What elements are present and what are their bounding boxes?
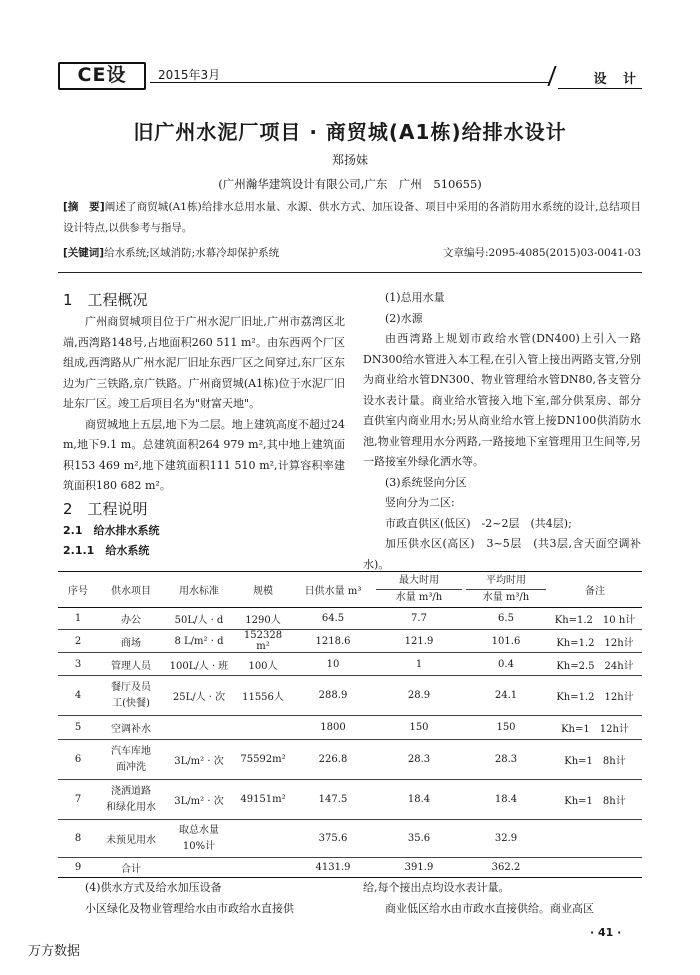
header-cell: 序号 <box>68 586 88 597</box>
cell: 101.6 <box>464 630 548 653</box>
cell: 18.4 <box>374 780 464 820</box>
cell: 6.5 <box>464 608 548 630</box>
cell: 150 <box>374 716 464 740</box>
cell <box>98 740 164 780</box>
right-column <box>363 288 641 575</box>
cell: 391.9 <box>374 858 464 878</box>
cell: 0.4 <box>464 653 548 676</box>
cell: 1 <box>374 653 464 676</box>
section-underline <box>558 88 642 89</box>
cell: 3L/m² · 次 <box>164 780 234 820</box>
cell: 375.6 <box>292 820 374 858</box>
table-header-row <box>58 572 642 608</box>
cell <box>548 858 642 878</box>
source-watermark: 万方数据 <box>28 944 81 959</box>
keywords-label: [关键词] <box>63 247 105 259</box>
cell: 7.7 <box>374 608 464 630</box>
cell-text: 面冲洗 <box>116 761 146 773</box>
list-line: (4)供水方式及给水加压设备 <box>85 881 222 894</box>
cell: 办公 <box>98 608 164 630</box>
author-affiliation: (广州瀚华建筑设计有限公司,广东 广州 510655) <box>218 177 482 191</box>
subsubsection-heading: 2.1.1 给水系统 <box>63 543 150 557</box>
table-row <box>58 820 642 858</box>
page-number: · 41 · <box>590 926 622 939</box>
paragraph: 商业低区给水由市政水直接供给。商业高区 <box>385 901 594 915</box>
article-title: 旧广州水泥厂项目 · 商贸城(A1栋)给排水设计 <box>133 120 567 144</box>
paragraph: 商贸城地上五层,地下为二层。地上建筑高度不超过24 m,地下9.1 m。总建筑面积264 979 m²,其中地上建筑面积153 469 m²,地下建筑面积111 510 m²,计算容积率建筑面积180 682 m²。 <box>63 417 345 492</box>
cell: Kh=1 8h计 <box>548 740 642 780</box>
cell: Kh=1.2 12h计 <box>548 676 642 716</box>
cell: 24.1 <box>464 676 548 716</box>
table-row <box>58 630 642 653</box>
header-cell <box>464 572 548 608</box>
cell: 商场 <box>98 630 164 653</box>
cell: 226.8 <box>292 740 374 780</box>
cell: 11556人 <box>234 676 292 716</box>
paragraph: 广州商贸城项目位于广州水泥厂旧址,广州市荔湾区北端,西湾路148号,占地面积260 511 m²。由东西两个厂区组成,西湾路从广州水泥厂旧址东西厂区之间穿过,东厂区东边为广三铁路,京广铁路。广州商贸城(A1栋)位于水泥厂旧址东厂区。竣工后项目名为"财富天地"。 <box>63 315 345 410</box>
table-row <box>58 653 642 676</box>
cell-text: 10%计 <box>182 840 216 852</box>
paragraph: 由西湾路上规划市政给水管(DN400)上引入一路DN300给水管进入本工程,在引入管上接出两路支管,分别为商业给水管DN300、物业管理给水管DN80,各支管分设水表计量。商业给水管接入地下室,部分供泵房、部分直供室内商业用水;另从商业给水管上接DN100供消防水池,物业管理用水分两路,一路接地下室管理用卫生间等,另一路接室外绿化洒水等。 <box>363 332 641 468</box>
cell-text: 取总水量 <box>179 824 219 836</box>
cell: 64.5 <box>292 608 374 630</box>
cell <box>548 820 642 858</box>
cell: 362.2 <box>464 858 548 878</box>
cell: 9 <box>58 858 98 878</box>
header-text: 水量 m³/h <box>376 589 462 606</box>
cell: Kh=2.5 24h计 <box>548 653 642 676</box>
water-demand-table <box>58 571 642 878</box>
table-row <box>58 780 642 820</box>
article-number: 文章编号:2095-4085(2015)03-0041-03 <box>443 247 641 259</box>
cell-text: 餐厅及员 <box>111 681 151 693</box>
cell: 空调补水 <box>98 716 164 740</box>
cell: 25L/人 · 次 <box>164 676 234 716</box>
cell-text: 和绿化用水 <box>106 801 156 813</box>
header-text: 平均时用 <box>486 575 526 586</box>
abstract-text: 阐述了商贸城(A1栋)给排水总用水量、水源、供水方式、加压设备、项目中采用的各消防用水系统的设计,总结项目设计特点,以供参考与指导。 <box>63 201 641 234</box>
cell: 8 <box>58 820 98 858</box>
cell: 1218.6 <box>292 630 374 653</box>
cell: 150 <box>464 716 548 740</box>
cell: Kh=1 12h计 <box>548 716 642 740</box>
cell: 32.9 <box>464 820 548 858</box>
cell: 5 <box>58 716 98 740</box>
section-heading-1: 1 工程概况 <box>63 291 148 309</box>
cell <box>234 820 292 858</box>
cell: 152328 m² <box>234 630 292 653</box>
abstract <box>63 197 641 239</box>
cell: Kh=1 8h计 <box>548 780 642 820</box>
abstract-label: [摘 要] <box>63 201 105 213</box>
cell: 2 <box>58 630 98 653</box>
keywords-row <box>63 245 641 263</box>
subsection-heading: 2.1 给水排水系统 <box>63 523 160 537</box>
cell: 35.6 <box>374 820 464 858</box>
header-slash <box>547 66 558 86</box>
cell <box>164 820 234 858</box>
cell <box>98 780 164 820</box>
list-line: 给,每个接出点均设水表计量。 <box>363 881 510 894</box>
abstract-rule <box>58 272 642 273</box>
header-cell: 用水标准 <box>179 586 219 597</box>
cell-text: 汽车库地 <box>111 745 151 757</box>
cell: 4131.9 <box>292 858 374 878</box>
cell: 288.9 <box>292 676 374 716</box>
list-line: 市政直供区(低区) -2~2层 (共4层); <box>385 516 572 530</box>
keywords-text: 给水系统;区域消防;水幕冷却保护系统 <box>104 247 280 259</box>
cell: 50L/人 · d <box>164 608 234 630</box>
header-rule <box>150 82 550 83</box>
header-cell: 规模 <box>253 586 273 597</box>
cell: 75592m² <box>234 740 292 780</box>
cell: 28.3 <box>374 740 464 780</box>
cell: 4 <box>58 676 98 716</box>
bottom-right-text <box>363 878 641 919</box>
left-column <box>63 288 345 561</box>
cell: 1290人 <box>234 608 292 630</box>
table-row <box>58 858 642 878</box>
cell: 未预见用水 <box>98 820 164 858</box>
journal-logo: CE设 <box>58 62 146 90</box>
cell: 18.4 <box>464 780 548 820</box>
cell: 6 <box>58 740 98 780</box>
header-cell: 日供水量 m³ <box>304 586 362 597</box>
cell: 121.9 <box>374 630 464 653</box>
cell: Kh=1.2 10 h计 <box>548 608 642 630</box>
cell-text: 浇洒道路 <box>111 785 151 797</box>
cell: 合计 <box>98 858 164 878</box>
cell: 28.9 <box>374 676 464 716</box>
cell <box>98 676 164 716</box>
cell <box>164 858 234 878</box>
header-cell: 备注 <box>585 586 605 597</box>
table-row <box>58 676 642 716</box>
cell: 100人 <box>234 653 292 676</box>
table-row <box>58 608 642 630</box>
article-author: 郑扬妹 <box>331 153 368 167</box>
list-line: (1)总用水量 <box>385 291 445 304</box>
list-line: (3)系统竖向分区 <box>385 475 467 489</box>
issue-date: 2015年3月 <box>158 68 221 82</box>
cell: 49151m² <box>234 780 292 820</box>
section-label: 设 计 <box>593 72 642 87</box>
cell: 8 L/m² · d <box>164 630 234 653</box>
section-heading-2: 2 工程说明 <box>63 499 148 518</box>
cell: 100L/人 · 班 <box>164 653 234 676</box>
cell: 147.5 <box>292 780 374 820</box>
cell <box>164 716 234 740</box>
cell-text: 工(快餐) <box>112 697 150 709</box>
header-cell: 供水项目 <box>111 586 151 597</box>
paragraph: 小区绿化及物业管理给水由市政给水直接供 <box>85 901 294 915</box>
cell <box>234 716 292 740</box>
header-text: 水量 m³/h <box>466 589 546 606</box>
paragraph: 加压供水区(高区) 3~5层 (共3层,含天面空调补水)。 <box>363 537 641 571</box>
cell: Kh=1.2 12h计 <box>548 630 642 653</box>
cell <box>234 858 292 878</box>
cell: 3L/m² · 次 <box>164 740 234 780</box>
cell: 28.3 <box>464 740 548 780</box>
list-line: 竖向分为二区: <box>385 496 455 509</box>
table-row <box>58 716 642 740</box>
header-text: 最大时用 <box>399 575 439 586</box>
cell: 7 <box>58 780 98 820</box>
list-line: (2)水源 <box>385 311 423 325</box>
table-row <box>58 740 642 780</box>
cell: 10 <box>292 653 374 676</box>
cell: 1 <box>58 608 98 630</box>
bottom-left-text <box>63 878 345 919</box>
header-cell <box>374 572 464 608</box>
cell: 1800 <box>292 716 374 740</box>
cell: 3 <box>58 653 98 676</box>
cell: 管理人员 <box>98 653 164 676</box>
